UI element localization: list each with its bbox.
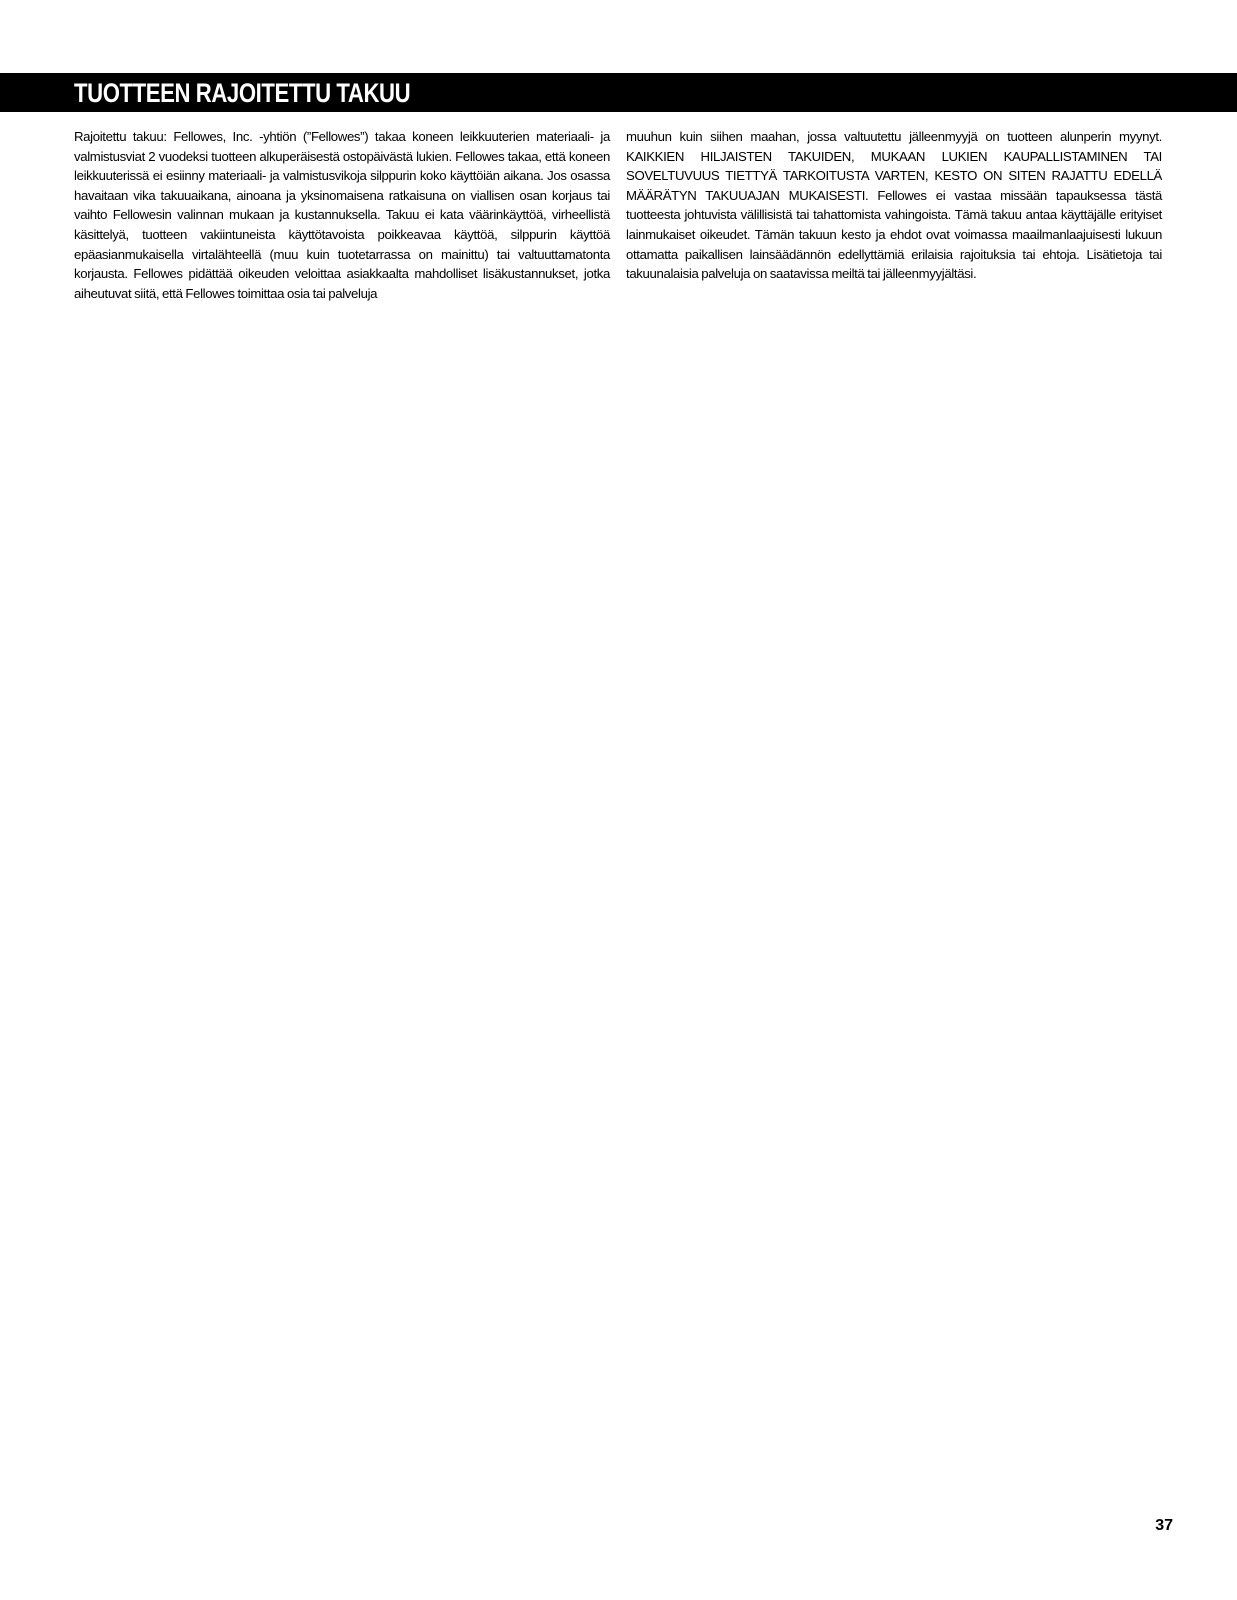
left-column: [74, 127, 610, 303]
section-title-bar: [0, 73, 1237, 112]
page-number: 37: [1155, 1517, 1173, 1534]
section-title: TUOTTEEN RAJOITETTU TAKUU: [74, 78, 411, 108]
right-column: [626, 127, 1162, 284]
left-column-text: Rajoitettu takuu: Fellowes, Inc. -yhtiön (”Fellowes”) takaa koneen leikkuuterien materiaali- ja valmistusviat 2 vuodeksi tuotteen alkuperäisestä ostopäivästä lukien. Fellowes takaa, että koneen leikkuuterissä ei esiinny materiaali- ja valmistusvikoja silppurin koko käyttöiän aikana. Jos osassa havaitaan vika takuuaikana, ainoana ja yksinomaisena ratkaisuna on viallisen osan korjaus tai vaihto Fellowesin valinnan mukaan ja kustannuksella. Takuu ei kata väärinkäyttöä, virheellistä käsittelyä, tuotteen vakiintuneista käyttötavoista poikkeavaa käyttöä, silppurin käyttöä epäasianmukaisella virtalähteellä (muu kuin tuotetarrassa on mainittu) tai valtuuttamatonta korjausta. Fellowes pidättää oikeuden veloittaa asiakkaalta mahdolliset lisäkustannukset, jotka aiheutuvat siitä, että Fellowes toimittaa osia tai palveluja: [74, 129, 610, 301]
right-column-text: muuhun kuin siihen maahan, jossa valtuutettu jälleenmyyjä on tuotteen alunperin myynyt. KAIKKIEN HILJAISTEN TAKUIDEN, MUKAAN LUKIEN KAUPALLISTAMINEN TAI SOVELTUVUUS TIETTYÄ TARKOITUSTA VARTEN, KESTO ON SITEN RAJATTU EDELLÄ MÄÄRÄTYN TAKUUAJAN MUKAISESTI. Fellowes ei vastaa missään tapauksessa tästä tuotteesta johtuvista välillisistä tai tahattomista vahingoista. Tämä takuu antaa käyttäjälle erityiset lainmukaiset oikeudet. Tämän takuun kesto ja ehdot ovat voimassa maailmanlaajuisesti lukuun ottamatta paikallisen lainsäädännön edellyttämiä erilaisia rajoituksia tai ehtoja. Lisätietoja tai takuunalaisia palveluja on saatavissa meiltä tai jälleenmyyjältäsi.: [626, 129, 1162, 282]
